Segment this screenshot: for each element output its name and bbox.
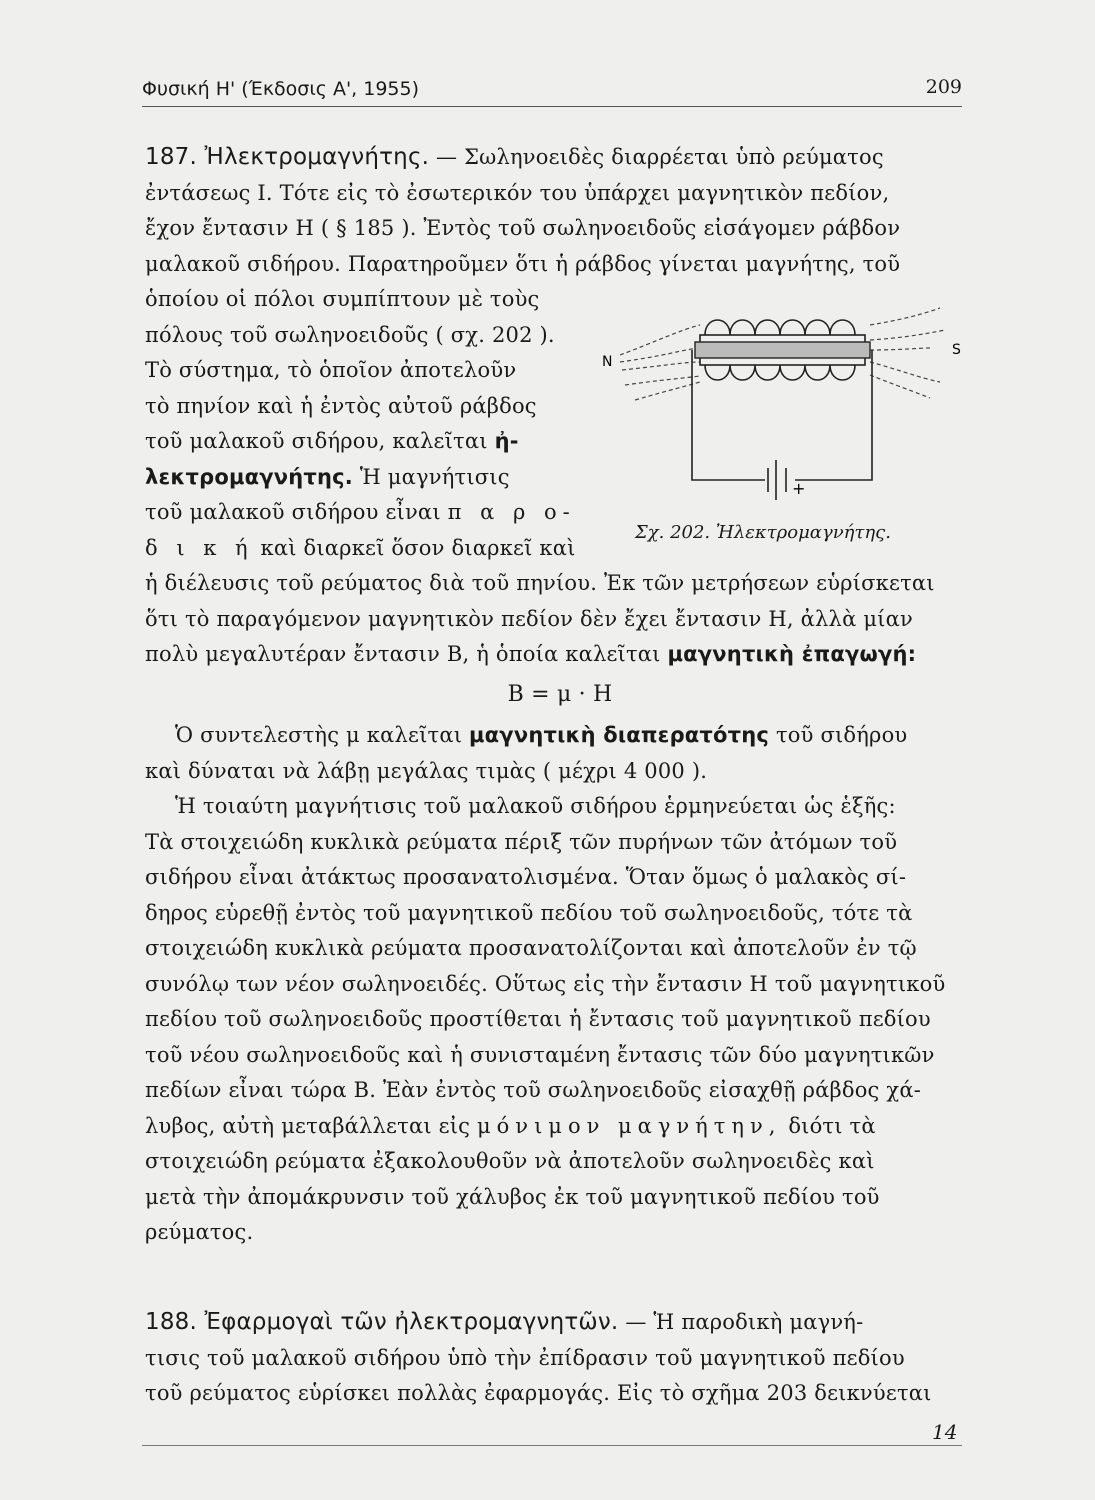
text-line: πεδίων εἶναι τώρα B. Ἐὰν ἐντὸς τοῦ σωληνοειδοῦς εἰσαχθῇ ράβδος χά- xyxy=(145,1078,921,1102)
text-line: ὁποίου οἱ πόλοι συμπίπτουν μὲ τοὺς xyxy=(145,287,540,311)
text-span: τοῦ μαλακοῦ σιδήρου εἶναι xyxy=(145,500,441,524)
section-188-title: 188. Ἐφαρμογαὶ τῶν ἠλεκτρομαγνητῶν. xyxy=(145,1309,619,1335)
text-line: τισις τοῦ μαλακοῦ σιδήρου ὑπὸ τὴν ἐπίδρασιν τοῦ μαγνητικοῦ πεδίου xyxy=(145,1345,905,1370)
text-span: Ἡ μαγνήτισις xyxy=(359,464,510,489)
formula: B = μ · H xyxy=(507,681,613,707)
text-line: συνόλῳ των νέον σωληνοειδές. Οὕτως εἰς τὴν ἔντασιν H τοῦ μαγνητικοῦ xyxy=(145,971,946,996)
text-line: στοιχειώδη ρεύματα ἐξακολουθοῦν νὰ ἀποτελοῦν σωληνοειδὲς καὶ xyxy=(145,1149,875,1173)
signature-mark: 14 xyxy=(932,1420,958,1444)
bold-term: μαγνητικὴ ἐπαγωγή: xyxy=(667,642,917,666)
text-span: καὶ διαρκεῖ ὅσον διαρκεῖ καὶ xyxy=(260,535,576,560)
north-pole-label: N xyxy=(602,354,613,370)
text-line: πόλους τοῦ σωληνοειδοῦς ( σχ. 202 ). xyxy=(145,322,555,347)
text-line: Τὰ στοιχειώδη κυκλικὰ ρεύματα πέριξ τῶν πυρήνων τῶν ἀτόμων τοῦ xyxy=(145,829,898,854)
bold-term: ἠ- xyxy=(494,429,519,453)
wrapped-column xyxy=(145,282,585,566)
text-line: πεδίου τοῦ σωληνοειδοῦς προστίθεται ἡ ἔντασις τοῦ μαγνητικοῦ πεδίου xyxy=(145,1007,931,1031)
plus-terminal-label: + xyxy=(792,479,806,498)
text-line: Τὸ σύστημα, τὸ ὁποῖον ἀποτελοῦν xyxy=(145,358,517,382)
text-line xyxy=(145,718,975,754)
text-span: — Σωληνοειδὲς διαρρέεται ὑπὸ ρεύματος xyxy=(436,145,884,169)
text-span: τοῦ σιδήρου xyxy=(775,723,908,747)
text-line: τοῦ νέου σωληνοειδοῦς καὶ ἡ συνισταμένη ἔντασις τῶν δύο μαγνητικῶν xyxy=(145,1042,935,1067)
text-line xyxy=(145,1109,975,1145)
footer-rule xyxy=(142,1445,962,1446)
text-line: σιδήρου εἶναι ἀτάκτως προσανατολισμένα. Ὅταν ὅμως ὁ μαλακὸς σί- xyxy=(145,865,907,889)
section-187-title: 187. Ἠλεκτρομαγνήτης. xyxy=(145,144,430,170)
text-line xyxy=(145,495,585,531)
text-line: δηρος εὑρεθῇ ἐντὸς τοῦ μαγνητικοῦ πεδίου τοῦ σωληνοειδοῦς, τότε τὰ xyxy=(145,900,913,925)
text-line: καὶ δύναται νὰ λάβῃ μεγάλας τιμὰς ( μέχρι 4 000 ). xyxy=(145,758,708,783)
spaced-term: δ ι κ ή xyxy=(145,535,254,560)
running-head xyxy=(142,76,962,107)
running-head-title: Φυσική Η' (Έκδοσις Α', 1955) xyxy=(142,78,420,100)
text-line xyxy=(145,460,585,496)
text-span: — Ἡ παροδικὴ μαγνή- xyxy=(625,1310,864,1334)
text-line: ὅτι τὸ παραγόμενον μαγνητικὸν πεδίον δὲν ἔχει ἔντασιν H, ἀλλὰ μίαν xyxy=(145,606,913,631)
south-pole-label: S xyxy=(952,342,961,358)
text-span: πολὺ μεγαλυτέραν ἔντασιν B, ἡ ὁποία καλεῖται xyxy=(145,642,661,666)
text-line: ἡ διέλευσις τοῦ ρεύματος διὰ τοῦ πηνίου. Ἐκ τῶν μετρήσεων εὑρίσκεται xyxy=(145,571,935,595)
text-line: ρεύματος. xyxy=(145,1220,254,1244)
text-line: μαλακοῦ σιδήρου. Παρατηροῦμεν ὅτι ἡ ράβδος γίνεται μαγνήτης, τοῦ xyxy=(145,251,901,276)
page-number: 209 xyxy=(925,76,962,98)
spaced-term: π α ρ ο- xyxy=(447,500,576,524)
text-line: μετὰ τὴν ἀπομάκρυνσιν τοῦ χάλυβος ἐκ τοῦ μαγνητικοῦ πεδίου τοῦ xyxy=(145,1184,880,1209)
text-line xyxy=(145,424,585,460)
text-line: ἐντάσεως I. Τότε εἰς τὸ ἐσωτερικόν του ὑπάρχει μαγνητικὸν πεδίον, xyxy=(145,180,890,205)
figure-caption: Σχ. 202. Ἠλεκτρομαγνήτης. xyxy=(635,522,891,543)
text-line: στοιχειώδη κυκλικὰ ρεύματα προσανατολίζονται καὶ ἀποτελοῦν ἐν τῷ xyxy=(145,936,917,960)
electromagnet-figure xyxy=(600,300,970,520)
text-line: Ἡ τοιαύτη μαγνήτισις τοῦ μαλακοῦ σιδήρου ἑρμηνεύεται ὡς ἑξῆς: xyxy=(175,794,896,818)
text-line: τοῦ ρεύματος εὑρίσκει πολλὰς ἐφαρμογάς. Εἰς τὸ σχῆμα 203 δεικνύεται xyxy=(145,1381,932,1405)
text-line: ἔχον ἔντασιν H ( § 185 ). Ἐντὸς τοῦ σωληνοειδοῦς εἰσάγομεν ράβδον xyxy=(145,216,901,240)
text-span: λυβος, αὐτὴ μεταβάλλεται εἰς xyxy=(145,1113,471,1138)
text-line xyxy=(145,531,585,567)
text-span: Ὁ συντελεστὴς μ καλεῖται xyxy=(175,723,463,747)
bold-term: λεκτρομαγνήτης. xyxy=(145,464,353,489)
section-188 xyxy=(145,1305,975,1412)
text-line xyxy=(145,140,975,176)
text-line xyxy=(145,637,975,673)
text-line: τὸ πηνίον καὶ ἡ ἐντὸς αὐτοῦ ράβδος xyxy=(145,393,537,418)
iron-core xyxy=(695,342,870,358)
spaced-term: μόνιμον μαγνήτην, xyxy=(477,1113,782,1138)
bold-term: μαγνητικὴ διαπερατότης xyxy=(469,723,770,747)
text-span: διότι τὰ xyxy=(788,1113,876,1138)
text-span: τοῦ μαλακοῦ σιδήρου, καλεῖται xyxy=(145,429,488,453)
text-line xyxy=(145,1305,975,1341)
